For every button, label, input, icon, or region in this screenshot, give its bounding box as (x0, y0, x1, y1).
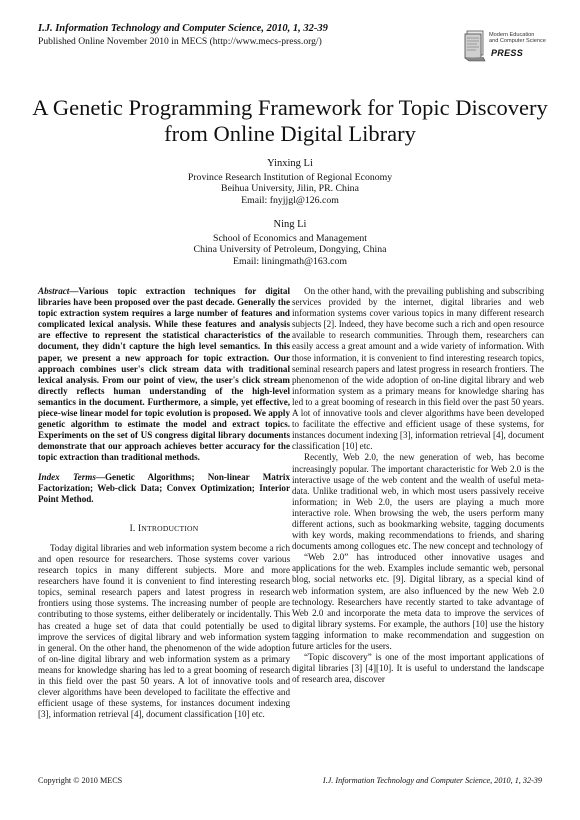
paper-title: A Genetic Programming Framework for Topic Discovery from Online Digital Library (32, 95, 548, 146)
publisher-logo (464, 28, 546, 68)
author-affiliation: Beihua University, Jilin, PR. China (221, 183, 359, 194)
author-affiliation: School of Economics and Management (213, 232, 367, 244)
author-block-1 (90, 158, 490, 206)
abstract (38, 286, 290, 464)
book-icon (464, 30, 486, 62)
index-terms-text: —Genetic Algorithms; Non-linear Matrix Factorization; Web-click Data; Convex Optimization; Interior Point Method. (38, 471, 290, 504)
author-name: Yinxing Li (267, 158, 313, 169)
author-email: Email: fnyjjgl@126.com (241, 194, 339, 206)
body-paragraph: Recently, Web 2.0, the new generation of web, has become increasingly popular. The important characteristic for Web 2.0 is the interactive usage of the web content and the wealth of useful meta-data. Unlike traditional web, in which most users passively receive information; in Web 2.0, the users are playing a much more interactive role. When browsing the web, the users perform many different actions, such as bookmarking website, tagging documents with key words, making recommendations to friends, and sharing documents among collogues etc. The new concept and technology of (292, 452, 544, 552)
index-terms-label: Index Terms (38, 471, 96, 482)
abstract-text: —Various topic extraction techniques for digital libraries have been proposed over the past decade. Generally the topic extraction system requires a large number of features and complicated lexical analysis. While these features and analysis are effective to represent the statistical characteristics of the document, they didn't capture the high level semantics. In this paper, we present a new approach for topic extraction. Our approach combines user's click stream data with traditional lexical analysis. From our point of view, the user's click stream directly reflects human understanding of the high-level semantics in the document. Furthermore, a simple, yet effective, piece-wise linear model for topic evolution is proposed. We apply genetic algorithm to estimate the model and extract topics. Experiments on the set of US congress digital library documents demonstrate that our approach achieves better accuracy for the topic extraction than traditional methods. (38, 286, 290, 463)
index-terms (38, 472, 290, 505)
author-block-2 (90, 219, 490, 267)
footer-copyright: Copyright © 2010 MECS (38, 776, 123, 785)
footer-journal: I.J. Information Technology and Computer Science, 2010, 1, 32-39 (322, 776, 542, 785)
logo-press-text: PRESS (491, 48, 524, 58)
author-name: Ning Li (273, 219, 307, 230)
left-column (38, 286, 290, 720)
author-affiliation: China University of Petroleum, Dongying, China (193, 244, 387, 255)
body-paragraph: “Web 2.0” has introduced other innovative usages and applications for the web. Examples include semantic web, personal blog, social networks etc. [9]. Digital library, as a special kind of web information system, are also influenced by the new Web 2.0 technology. Researchers have recently started to take advantage of Web 2.0 and incorporate the meta data to improve the services of digital library systems. For example, the authors [10] use the history tagging information to make recommendation and suggestion on future articles for the users. (292, 552, 544, 651)
author-affiliation: Province Research Institution of Regional Economy (187, 171, 393, 183)
right-column (292, 286, 544, 685)
body-paragraph: On the other hand, with the prevailing publishing and subscribing services provided by the internet, digital libraries and web information systems cover various topics in many different research subjects [2]. Indeed, they have become such a rich and open resource available to research communities. Through them, researchers can easily access a great amount and a wide variety of information. With those information, it is convenient to find interesting research topics, seminal research papers and latest progress in research frontiers. The phenomenon of the wide adoption of on-line digital library and web information system as a primary means for knowledge sharing has led to a great booming of research in this field over the past 50 years. A lot of innovative tools and clever algorithms have been developed to facilitate the effective and efficient usage of these systems, for instances document indexing [3], information retrieval [4], document classification [10] etc. (292, 286, 544, 452)
journal-header (38, 22, 358, 48)
body-paragraph: “Topic discovery” is one of the most important applications of digital libraries [3] [4][10]. It is useful to understand the landscape of research area, discover (292, 652, 544, 685)
section-heading-introduction: I. INTRODUCTION (129, 523, 199, 534)
logo-text: Modern Education and Computer Science (489, 32, 546, 45)
journal-line: I.J. Information Technology and Computer Science, 2010, 1, 32-39 (38, 23, 328, 34)
published-line: Published Online November 2010 in MECS (http://www.mecs-press.org/) (38, 36, 322, 47)
author-email: Email: liningmath@163.com (232, 255, 348, 267)
abstract-label: Abstract (38, 286, 70, 296)
body-paragraph: Today digital libraries and web information system become a rich and open resource for researchers. Those systems cover various research topics in many different subjects. More and more researchers have found it is convenient to find interesting research topics, seminal research papers and latest progress in research frontiers using those systems. The increasing number of people are contributing to those systems, either deliberately or incidentally. This has created a huge set of data that could potentially be used to improve the services of digital library and web information system in general. On the other hand, the phenomenon of the wide adoption of on-line digital library and web information system as a primary means for knowledge sharing has led to a great booming of research in this field over the past 50 years. A lot of innovative tools and clever algorithms have been developed to facilitate the effective and efficient usage of these systems, for instances document indexing [3], information retrieval [4], document classification [10] etc. (38, 542, 290, 720)
